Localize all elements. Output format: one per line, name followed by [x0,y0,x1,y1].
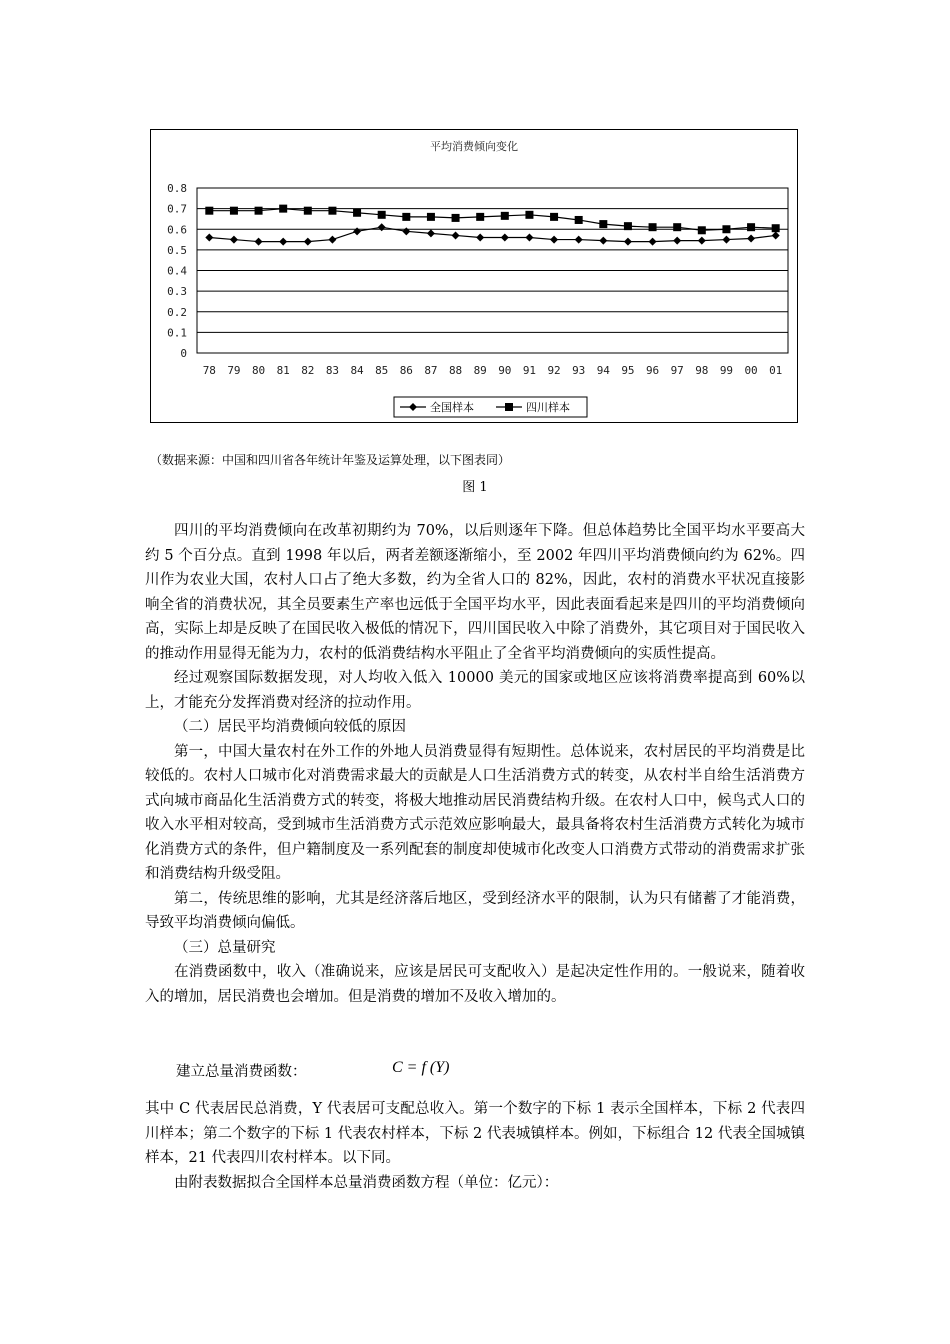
data-point [722,225,730,233]
data-point [599,220,607,228]
body-text-bottom [145,1097,805,1195]
data-point [402,213,410,221]
data-point [575,216,583,224]
legend-label: 全国样本 [430,401,474,414]
chart-legend [394,397,587,417]
data-point [624,238,632,246]
y-tick-label: 0.1 [167,326,187,340]
x-tick-label: 83 [325,364,340,377]
data-point [304,238,312,246]
x-tick-label: 81 [276,364,290,377]
y-tick-label: 0.8 [167,182,187,195]
x-tick-label: 82 [301,364,315,377]
paragraph-reason-two: 第二，传统思维的影响，尤其是经济落后地区，受到经济水平的限制，认为只有储蓄了才能消费，导致平均消费倾向偏低。 [145,890,805,931]
x-tick-label: 99 [719,364,734,377]
body-text-top [145,519,805,1009]
data-point [304,207,312,215]
y-tick-label: 0.6 [167,223,187,237]
data-point [279,205,287,213]
y-tick-label: 0.2 [167,305,187,319]
data-point [452,231,460,239]
data-point [452,214,460,222]
data-point [673,223,681,231]
data-point [624,222,632,230]
data-point [649,238,657,246]
paragraph-fit-equation: 由附表数据拟合全国样本总量消费函数方程（单位：亿元）： [174,1174,559,1191]
data-point [353,227,361,235]
data-point [427,229,435,237]
formula-label: 建立总量消费函数： [176,1064,307,1080]
data-point [698,226,706,234]
legend-marker [505,403,513,411]
data-point [501,234,509,242]
x-tick-label: 95 [621,364,635,377]
data-point [673,237,681,245]
x-tick-label: 01 [769,364,783,377]
data-point [476,213,484,221]
series-line [209,209,775,231]
x-tick-label: 84 [350,364,364,377]
data-point [747,223,755,231]
x-tick-label: 86 [399,364,413,377]
x-tick-label: 90 [498,364,512,377]
data-point [722,236,730,244]
paragraph-consumption-function: 在消费函数中，收入（准确说来，应该是居民可支配收入）是起决定性作用的。一般说来，随着收入的增加，居民消费也会增加。但是消费的增加不及收入增加的。 [145,964,805,1005]
data-point [378,223,386,231]
section-heading-reasons: （二）居民平均消费倾向较低的原因 [174,719,406,735]
y-tick-label: 0 [180,347,187,360]
legend-label: 四川样本 [526,401,570,414]
chart-figure [150,129,798,423]
data-point [230,207,238,215]
x-tick-label: 88 [448,364,463,377]
x-tick-label: 98 [695,364,709,377]
data-point [525,234,533,242]
figure-caption: 图 1 [462,480,488,495]
x-tick-label: 85 [375,364,389,377]
data-point [328,236,336,244]
chart-canvas [151,130,799,424]
data-point [575,236,583,244]
x-tick-label: 93 [572,364,586,377]
data-point [550,236,558,244]
y-tick-label: 0.5 [167,243,187,257]
data-point [328,207,336,215]
x-tick-label: 80 [251,364,266,377]
x-tick-label: 91 [522,364,537,377]
data-point [255,207,263,215]
paragraph-international-data: 经过观察国际数据发现，对人均收入低入 10000 美元的国家或地区应该将消费率提高到 60%以上，才能充分发挥消费对经济的拉动作用。 [145,670,805,711]
data-point [427,213,435,221]
paragraph-sichuan-trend: 四川的平均消费倾向在改革初期约为 70%，以后则逐年下降。但总体趋势比全国平均水平要高大约 5 个百分点。直到 1998 年以后，两者差额逐渐缩小，至 2002 年四川平均消费倾向约为 62%。四川作为农业大国，农村人口占了绝大多数，约为全省人口的 82%，因此，农村的消费水平状况直接影响全省的消费状况，其全员要素生产率也远低于全国平均水平，因此表面看起来是四川的平均消费倾向高，实际上却是反映了在国民收入极低的情况下，四川国民收入中除了消费外，其它项目对于国民收入的推动作用显得无能为力，农村的低消费结构水平阻止了全省平均消费倾向的实质性提高。 [145,523,805,662]
data-point [747,235,755,243]
x-tick-label: 89 [473,364,487,377]
data-point [772,224,780,232]
data-point [230,236,238,244]
data-point [550,213,558,221]
section-heading-aggregate: （三）总量研究 [174,939,276,956]
data-point [205,234,213,242]
series-national [205,223,779,245]
data-point [698,237,706,245]
x-tick-label: 94 [596,364,610,377]
data-point [476,234,484,242]
x-tick-label: 78 [202,364,216,377]
data-point [599,237,607,245]
data-point [772,231,780,239]
data-point [255,238,263,246]
data-point [649,223,657,231]
formula-expression: C = f (Y) [392,1059,450,1076]
y-tick-label: 0.3 [167,285,187,299]
data-point [279,238,287,246]
x-tick-label: 97 [670,364,684,377]
data-point [353,209,361,217]
data-point [402,227,410,235]
data-point [501,212,509,220]
x-tick-label: 96 [645,364,660,377]
chart-title: 平均消费倾向变化 [430,140,518,153]
data-point [378,211,386,219]
y-tick-label: 0.7 [167,202,187,216]
data-source-note: （数据来源：中国和四川省各年统计年鉴及运算处理，以下图表同） [150,453,511,467]
x-tick-label: 00 [744,364,758,377]
data-point [205,207,213,215]
x-tick-label: 79 [227,364,241,377]
paragraph-reason-one: 第一，中国大量农村在外工作的外地人员消费显得有短期性。总体说来，农村居民的平均消费是比较低的。农村人口城市化对消费需求最大的贡献是人口生活消费方式的转变，从农村半自给生活消费方式向城市商品化生活消费方式的转变，将极大地推动居民消费结构升级。在农村人口中，候鸟式人口的收入水平相对较高，受到城市生活消费方式示范效应影响最大，最具备将农村生活消费方式转化为城市化消费方式的条件，但户籍制度及一系列配套的制度却使城市化改变人口消费方式带动的消费需求扩张和消费结构升级受阻。 [145,743,805,882]
x-tick-label: 92 [547,364,561,377]
x-tick-label: 87 [424,364,438,377]
y-tick-label: 0.4 [167,264,187,278]
paragraph-notation: 其中 C 代表居民总消费，Y 代表居可支配总收入。第一个数字的下标 1 表示全国样本，下标 2 代表四川样本；第二个数字的下标 1 代表农村样本，下标 2 代表城镇样本。例如，下标组合 12 代表全国城镇样本，21 代表四川农村样本。以下同。 [145,1101,805,1166]
data-point [525,211,533,219]
formula-line [176,1059,450,1081]
